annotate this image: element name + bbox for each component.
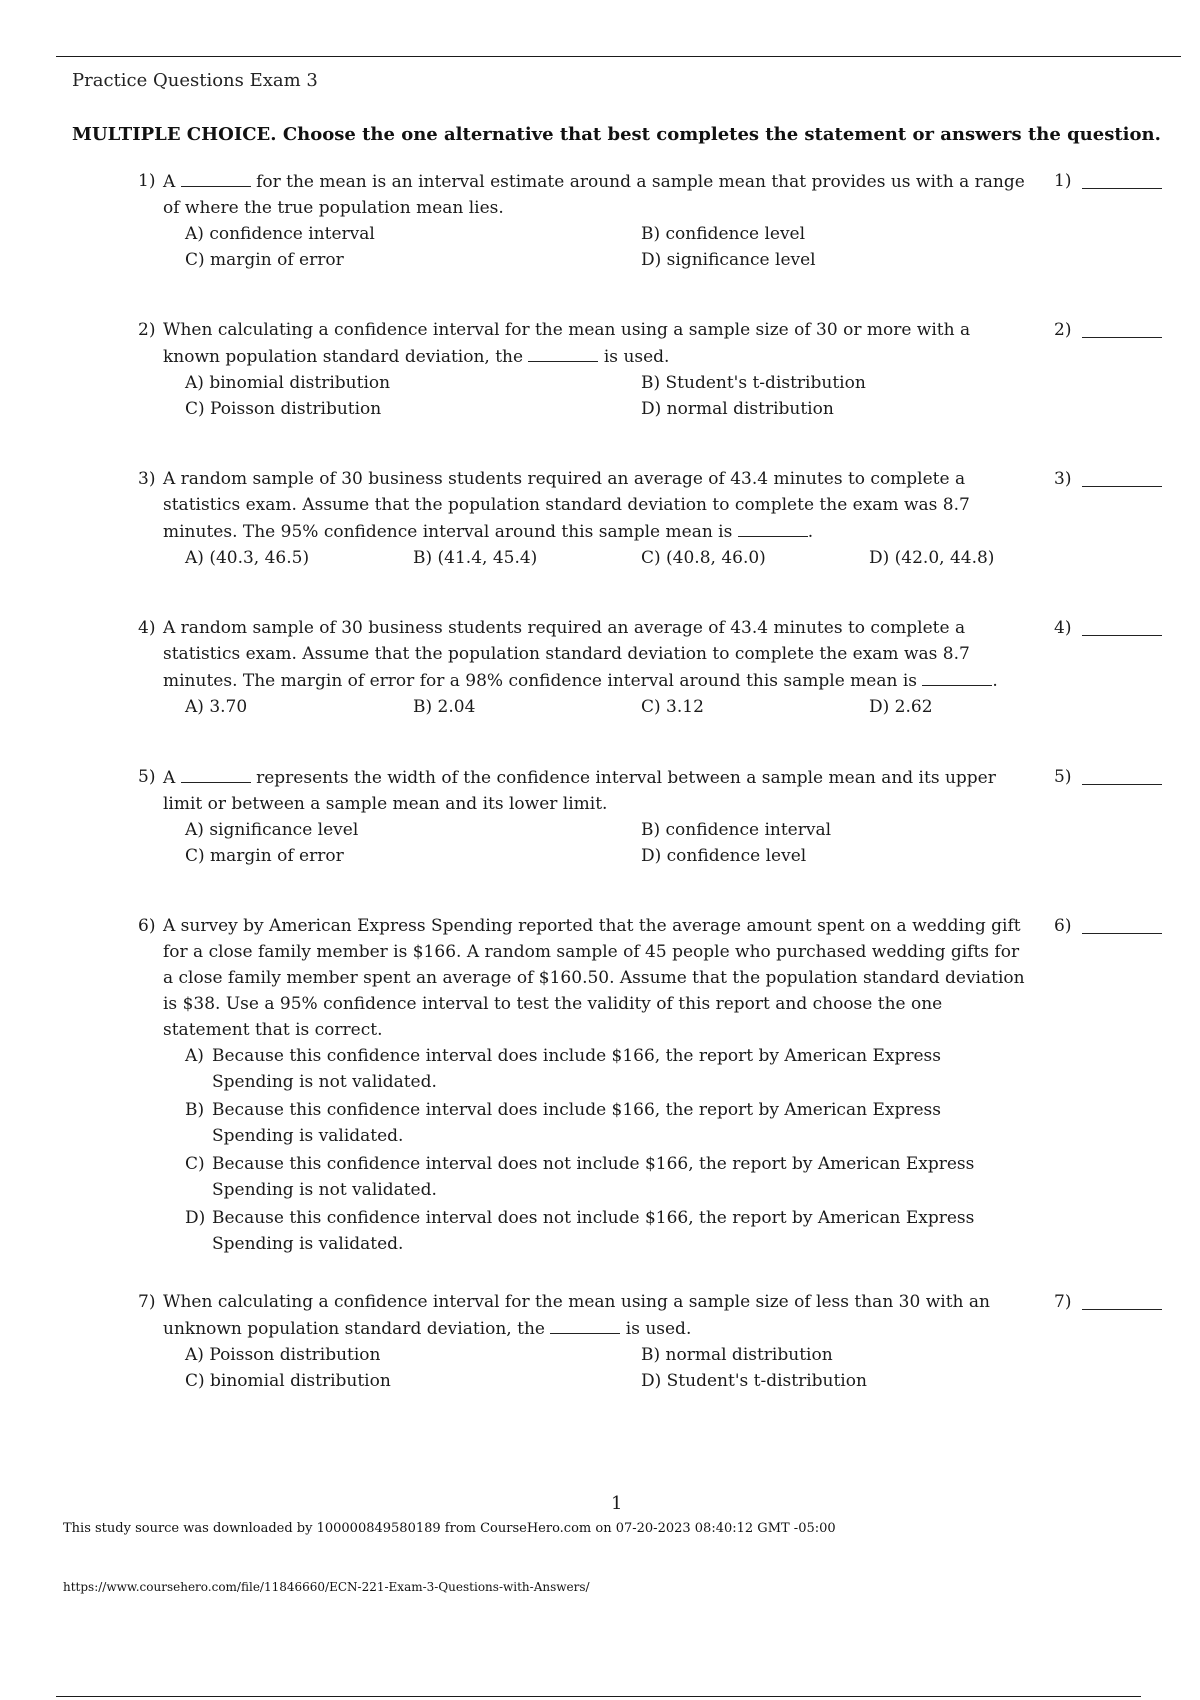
question-2 bbox=[0, 317, 1200, 422]
fill-in-blank bbox=[550, 1315, 620, 1334]
answer-options bbox=[185, 1342, 1200, 1394]
option-text: Because this confidence interval does include $166, the report by American Express Spending is not validated. bbox=[212, 1046, 941, 1092]
question-stem-text: . bbox=[992, 671, 998, 691]
answer-option: A) confidence interval bbox=[185, 224, 375, 244]
answer-options bbox=[185, 221, 1200, 273]
question-stem bbox=[163, 1289, 1025, 1342]
question-7 bbox=[0, 1289, 1200, 1394]
answer-label: 5) bbox=[1054, 767, 1072, 787]
question-stem-text: represents the width of the confidence interval between a sample mean and its upper limit or between a sample mean and its lower limit. bbox=[163, 768, 996, 814]
answer-option: A) significance level bbox=[185, 820, 359, 840]
question-stem-text: A bbox=[163, 172, 181, 192]
answer-option bbox=[185, 1097, 1025, 1149]
question-5 bbox=[0, 764, 1200, 869]
answer-options bbox=[185, 370, 1200, 422]
answer-option: C) binomial distribution bbox=[185, 1371, 391, 1391]
answer-option: C) margin of error bbox=[185, 846, 344, 866]
answer-label: 1) bbox=[1054, 171, 1072, 191]
page-number: 1 bbox=[611, 1493, 623, 1514]
answer-label: 6) bbox=[1054, 916, 1072, 936]
answer-option: B) normal distribution bbox=[641, 1345, 833, 1365]
question-stem-text: A bbox=[163, 768, 181, 788]
question-stem bbox=[163, 168, 1025, 221]
question-stem-text: A random sample of 30 business students required an average of 43.4 minutes to complete a statistics exam. Assume that the population standard deviation to complete the exam was 8.7 minutes. The margin of error for a 98% confidence interval around this sample mean is bbox=[163, 618, 970, 691]
question-4 bbox=[0, 615, 1200, 720]
top-rule bbox=[56, 56, 1181, 57]
answer-blank-line[interactable] bbox=[1082, 486, 1162, 487]
answer-option bbox=[185, 1043, 1025, 1095]
question-stem-text: A survey by American Express Spending reported that the average amount spent on a wedding gift for a close family member is $166. A random sample of 45 people who purchased wedding gifts for a close family member spent an average of $160.50. Assume that the population standard deviation is $38. Use a 95% confidence interval to test the validity of this report and choose the one statement that is correct. bbox=[163, 916, 1025, 1040]
bottom-rule bbox=[56, 1696, 1141, 1697]
answer-option bbox=[185, 1151, 1025, 1203]
question-number: 3) bbox=[138, 469, 156, 489]
question-list bbox=[0, 168, 1200, 1394]
answer-blank-line[interactable] bbox=[1082, 1309, 1162, 1310]
answer-label: 3) bbox=[1054, 469, 1072, 489]
answer-option: B) confidence interval bbox=[641, 820, 832, 840]
question-stem-text: When calculating a confidence interval for the mean using a sample size of 30 or more with a known population standard deviation, the bbox=[163, 320, 971, 367]
option-text: Because this confidence interval does not include $166, the report by American Express Spending is not validated. bbox=[212, 1154, 975, 1200]
answer-option: B) confidence level bbox=[641, 224, 806, 244]
fill-in-blank bbox=[181, 168, 251, 187]
question-number: 5) bbox=[138, 767, 156, 787]
answer-option: A) binomial distribution bbox=[185, 373, 391, 393]
answer-option: D) (42.0, 44.8) bbox=[869, 548, 995, 568]
question-number: 6) bbox=[138, 916, 156, 936]
source-url[interactable]: https://www.coursehero.com/file/11846660/ECN-221-Exam-3-Questions-with-Answers/ bbox=[63, 1580, 590, 1594]
question-stem bbox=[163, 615, 1025, 694]
answer-options bbox=[185, 694, 1200, 720]
answer-option: D) Student's t-distribution bbox=[641, 1371, 867, 1391]
question-stem-text: When calculating a confidence interval for the mean using a sample size of less than 30 with an unknown population standard deviation, the bbox=[163, 1292, 990, 1339]
answer-blank-line[interactable] bbox=[1082, 337, 1162, 338]
answer-label: 7) bbox=[1054, 1292, 1072, 1312]
answer-option: C) (40.8, 46.0) bbox=[641, 548, 766, 568]
answer-option bbox=[185, 1205, 1025, 1257]
question-stem-text: is used. bbox=[598, 347, 670, 367]
answer-blank-line[interactable] bbox=[1082, 635, 1162, 636]
answer-option: B) Student's t-distribution bbox=[641, 373, 866, 393]
option-text: Because this confidence interval does not include $166, the report by American Express Spending is validated. bbox=[212, 1208, 975, 1254]
answer-option: B) (41.4, 45.4) bbox=[413, 548, 538, 568]
answer-options bbox=[185, 545, 1200, 571]
answer-option: A) (40.3, 46.5) bbox=[185, 548, 310, 568]
question-stem-text: is used. bbox=[620, 1319, 692, 1339]
option-letter: D) bbox=[185, 1208, 206, 1228]
option-letter: B) bbox=[185, 1100, 205, 1120]
answer-option: B) 2.04 bbox=[413, 697, 476, 717]
fill-in-blank bbox=[528, 343, 598, 362]
answer-option: D) confidence level bbox=[641, 846, 807, 866]
section-instructions: MULTIPLE CHOICE. Choose the one alternative that best completes the statement or answers the question. bbox=[72, 124, 1161, 145]
answer-options bbox=[185, 817, 1200, 869]
question-1 bbox=[0, 168, 1200, 273]
answer-blank-line[interactable] bbox=[1082, 188, 1162, 189]
answer-option: D) significance level bbox=[641, 250, 816, 270]
question-number: 1) bbox=[138, 171, 156, 191]
download-source-note: This study source was downloaded by 100000849580189 from CourseHero.com on 07-20-2023 08:40:12 GMT -05:00 bbox=[63, 1521, 836, 1536]
answer-label: 4) bbox=[1054, 618, 1072, 638]
answer-option: D) 2.62 bbox=[869, 697, 933, 717]
question-6 bbox=[0, 913, 1200, 1257]
answer-option: C) 3.12 bbox=[641, 697, 704, 717]
option-text: Because this confidence interval does include $166, the report by American Express Spending is validated. bbox=[212, 1100, 941, 1146]
fill-in-blank bbox=[738, 518, 808, 537]
answer-option: C) margin of error bbox=[185, 250, 344, 270]
question-number: 7) bbox=[138, 1292, 156, 1312]
answer-option: C) Poisson distribution bbox=[185, 399, 382, 419]
answer-label: 2) bbox=[1054, 320, 1072, 340]
answer-blank-line[interactable] bbox=[1082, 784, 1162, 785]
exam-title: Practice Questions Exam 3 bbox=[72, 70, 318, 91]
question-number: 4) bbox=[138, 618, 156, 638]
answer-blank-line[interactable] bbox=[1082, 933, 1162, 934]
answer-option: D) normal distribution bbox=[641, 399, 834, 419]
question-stem bbox=[163, 466, 1025, 545]
question-stem-text: . bbox=[807, 522, 814, 542]
question-stem bbox=[163, 913, 1025, 1043]
question-stem-text: A random sample of 30 business students required an average of 43.4 minutes to complete a statistics exam. Assume that the population standard deviation to complete the exam was 8.7 minutes. The 95% confidence interval around this sample mean is bbox=[163, 469, 970, 542]
question-number: 2) bbox=[138, 320, 156, 340]
option-letter: C) bbox=[185, 1154, 205, 1174]
question-stem bbox=[163, 764, 1025, 817]
answer-option: A) 3.70 bbox=[185, 697, 248, 717]
fill-in-blank bbox=[922, 667, 992, 686]
question-stem-text: for the mean is an interval estimate around a sample mean that provides us with a range of where the true population mean lies. bbox=[163, 172, 1025, 218]
question-stem bbox=[163, 317, 1025, 370]
fill-in-blank bbox=[181, 764, 251, 783]
question-3 bbox=[0, 466, 1200, 571]
option-letter: A) bbox=[185, 1046, 204, 1066]
answer-option: A) Poisson distribution bbox=[185, 1345, 381, 1365]
